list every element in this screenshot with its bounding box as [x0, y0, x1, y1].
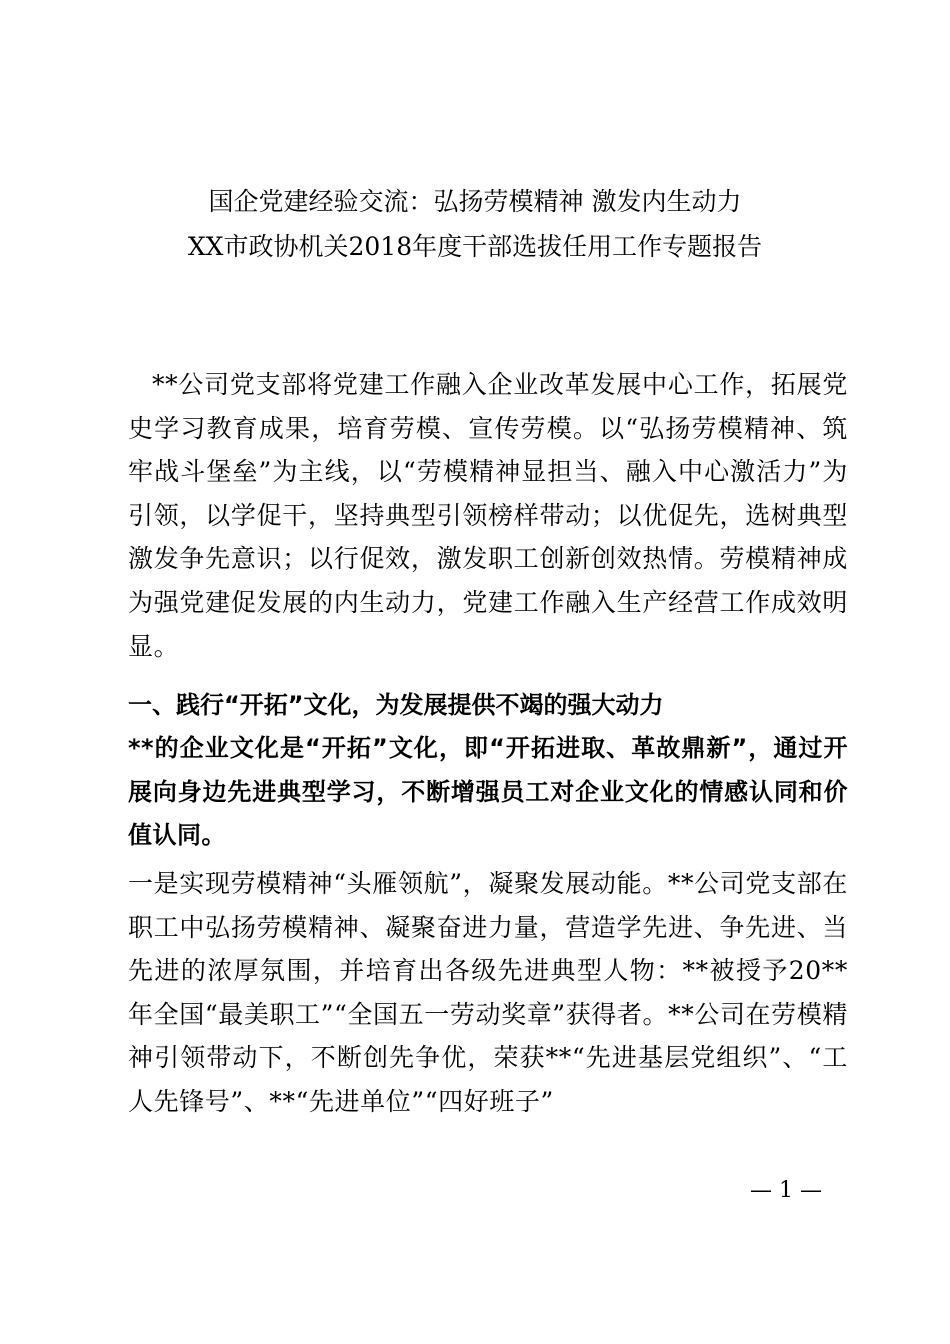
page-number: — 1 — — [750, 1178, 822, 1203]
body-paragraph: 一是实现劳模精神“头雁领航”，凝聚发展动能。**公司党支部在职工中弘扬劳模精神、凝聚奋进力量，营造学先进、争先进、当先进的浓厚氛围，并培育出各级先进典型人物：**被授予20**年全国“最美职工”“全国五一劳动奖章”获得者。**公司在劳模精神引领带动下，不断创先争优，荣获**“先进基层党组织”、“工人先锋号”、**“先进单位”“四好班子” — [128, 869, 848, 1116]
section-heading: 一、践行“开拓”文化，为发展提供不竭的强大动力 — [128, 691, 664, 719]
document-subtitle: XX市政协机关2018年度干部选拔任用工作专题报告 — [187, 232, 763, 261]
intro-paragraph: **公司党支部将党建工作融入企业改革发展中心工作，拓展党史学习教育成果，培育劳模、宣传劳模。以“弘扬劳模精神、筑牢战斗堡垒”为主线，以“劳模精神显担当、融入中心激活力”为引领，以学促干，坚持典型引领榜样带动；以优促先，选树典型激发争先意识；以行促效，激发职工创新创效热情。劳模精神成为强党建促发展的内生动力，党建工作融入生产经营工作成效明显。 — [128, 370, 848, 661]
document-title: 国企党建经验交流：弘扬劳模精神 激发内生动力 — [208, 187, 742, 216]
section-lead-paragraph: **的企业文化是“开拓”文化，即“开拓进取、革故鼎新”，通过开展向身边先进典型学习，不断增强员工对企业文化的情感认同和价值认同。 — [128, 734, 848, 850]
